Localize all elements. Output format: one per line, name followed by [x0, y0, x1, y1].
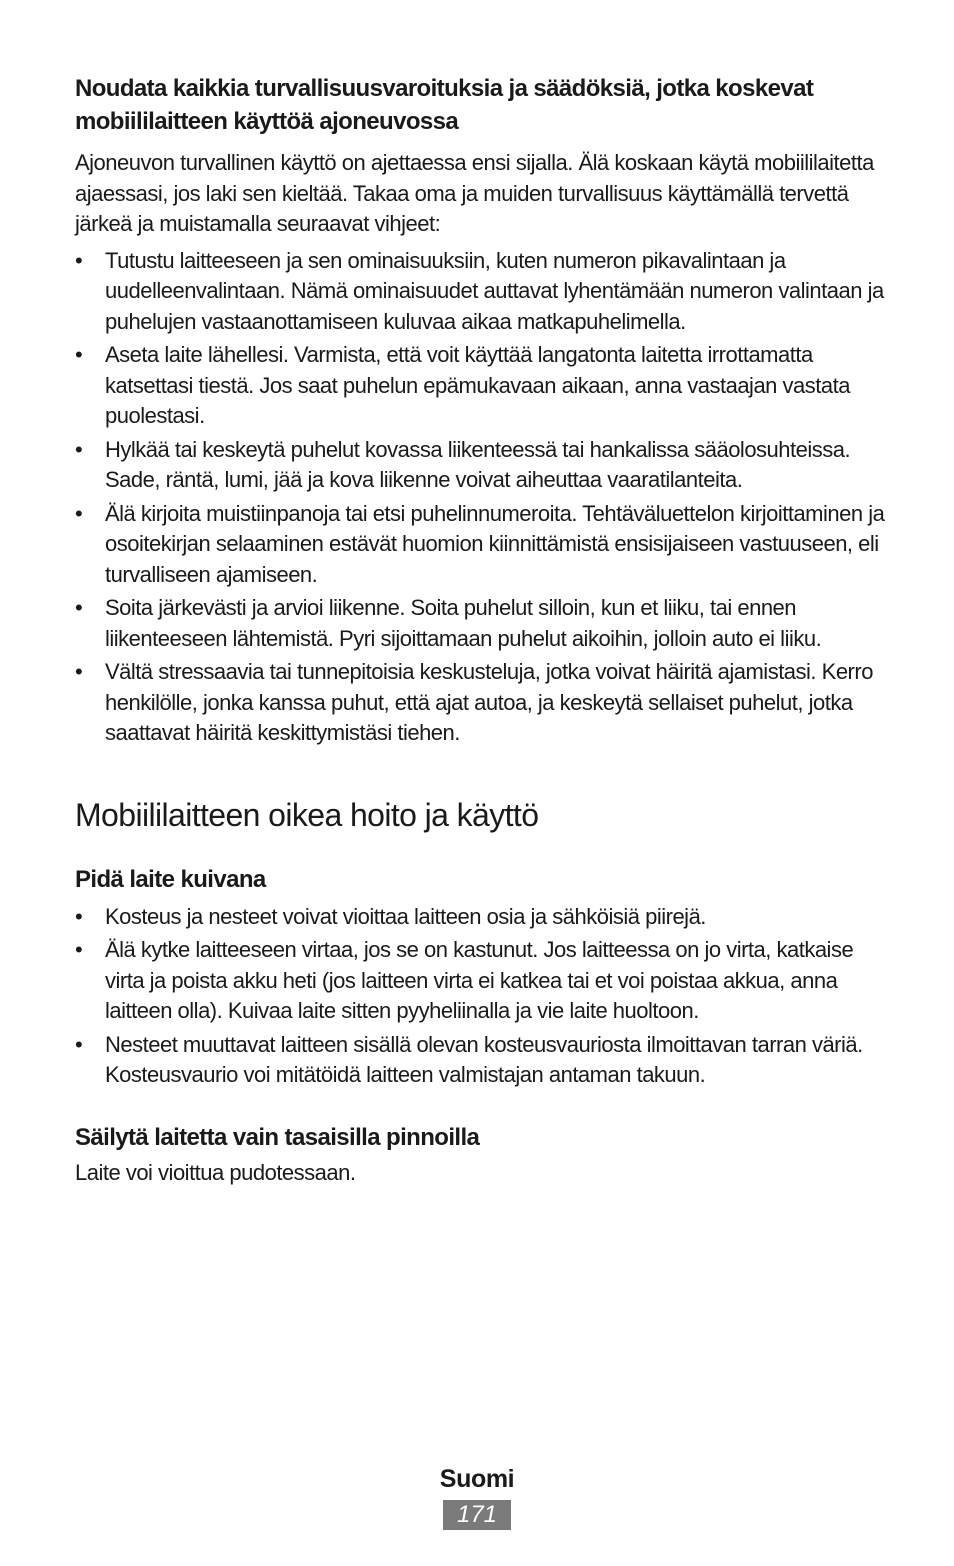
list-item: [75, 1030, 887, 1091]
list-item-text: Aseta laite lähellesi. Varmista, että voit käyttää langatonta laitetta irrottamatta katsettasi tiestä. Jos saat puhelun epämukavaan aikaan, anna vastaajan vastata puolestasi.: [105, 342, 850, 428]
bullet-icon: •: [75, 342, 83, 367]
vehicle-safety-list: [75, 246, 887, 749]
keep-dry-list: [75, 902, 887, 1091]
section-title-device-care: Mobiililaitteen oikea hoito ja käyttö: [75, 796, 539, 833]
list-item-text: Hylkää tai keskeytä puhelut kovassa liikenteessä tai hankalissa sääolosuhteissa. Sade, räntä, lumi, jää ja kova liikenne voivat aiheuttaa vaaratilanteita.: [105, 436, 851, 492]
manual-page-content: [75, 72, 887, 1188]
list-item: [75, 499, 887, 591]
list-item-text: Älä kytke laitteeseen virtaa, jos se on kastunut. Jos laitteessa on jo virta, katkaise virta ja poista akku heti (jos laitteen virta ei katkea tai et voi poistaa akkua, anna laitteen olla). Kuivaa laite sitten pyyheliinalla ja vie laite huoltoon.: [105, 937, 854, 1023]
section-heading-vehicle-safety: Noudata kaikkia turvallisuusvaroituksia ja säädöksiä, jotka koskevat mobiililaitteen käyttöä ajoneuvossa: [75, 75, 814, 135]
list-item-text: Soita järkevästi ja arvioi liikenne. Soita puhelut silloin, kun et liiku, tai ennen liikenteeseen lähtemistä. Pyri sijoittamaan puhelut aikoihin, jolloin auto ei liiku.: [105, 595, 822, 651]
list-item-text: Vältä stressaavia tai tunnepitoisia keskusteluja, jotka voivat häiritä ajamistasi. Kerro henkilölle, jonka kanssa puhut, että ajat autoa, ja keskeytä sellaiset puhelut, jotka saattavat häiritä keskittymistäsi tiehen.: [105, 659, 873, 745]
list-item: [75, 935, 887, 1027]
list-item: [75, 246, 887, 338]
bullet-icon: •: [75, 436, 83, 462]
footer-language: Suomi: [439, 1465, 515, 1493]
list-item: [75, 340, 887, 432]
bullet-icon: •: [75, 1031, 83, 1057]
bullet-icon: •: [75, 500, 83, 526]
list-item: [75, 435, 887, 496]
list-item-text: Kosteus ja nesteet voivat vioittaa laitteen osia ja sähköisiä piirejä.: [105, 903, 706, 929]
flat-surfaces-text: Laite voi vioittua pudotessaan.: [75, 1159, 356, 1185]
list-item: [75, 657, 887, 749]
bullet-icon: •: [75, 937, 83, 962]
list-item-text: Älä kirjoita muistiinpanoja tai etsi puhelinnumeroita. Tehtäväluettelon kirjoittaminen ja osoitekirjan selaaminen estävät huomion kiinnittämistä ensisijaiseen vastuuseen, eli turvalliseen ajamiseen.: [105, 500, 885, 587]
bullet-icon: •: [75, 247, 83, 273]
vehicle-safety-intro: Ajoneuvon turvallinen käyttö on ajettaessa ensi sijalla. Älä koskaan käytä mobiililaitetta ajaessasi, jos laki sen kieltää. Takaa oma ja muiden turvallisuus käyttämällä tervettä järkeä ja muistamalla seuraavat vihjeet:: [75, 150, 874, 236]
bullet-icon: •: [75, 903, 83, 929]
subsection-heading-flat-surfaces: Säilytä laitetta vain tasaisilla pinnoilla: [75, 1123, 480, 1151]
list-item: [75, 593, 887, 654]
subsection-heading-keep-dry: Pidä laite kuivana: [75, 865, 266, 893]
bullet-icon: •: [75, 595, 83, 620]
list-item-text: Tutustu laitteeseen ja sen ominaisuuksiin, kuten numeron pikavalintaan ja uudelleenvalintaan. Nämä ominaisuudet auttavat lyhentämään numeron valintaan ja puhelujen vastaanottamiseen kuluvaa aikaa matkapuhelimella.: [105, 247, 884, 334]
list-item: [75, 902, 887, 933]
page-number: 171: [443, 1500, 511, 1530]
list-item-text: Nesteet muuttavat laitteen sisällä olevan kosteusvauriosta ilmoittavan tarran väriä. Kosteusvaurio voi mitätöidä laitteen valmistajan antaman takuun.: [105, 1031, 863, 1087]
page-footer: [0, 1462, 954, 1530]
bullet-icon: •: [75, 659, 83, 684]
